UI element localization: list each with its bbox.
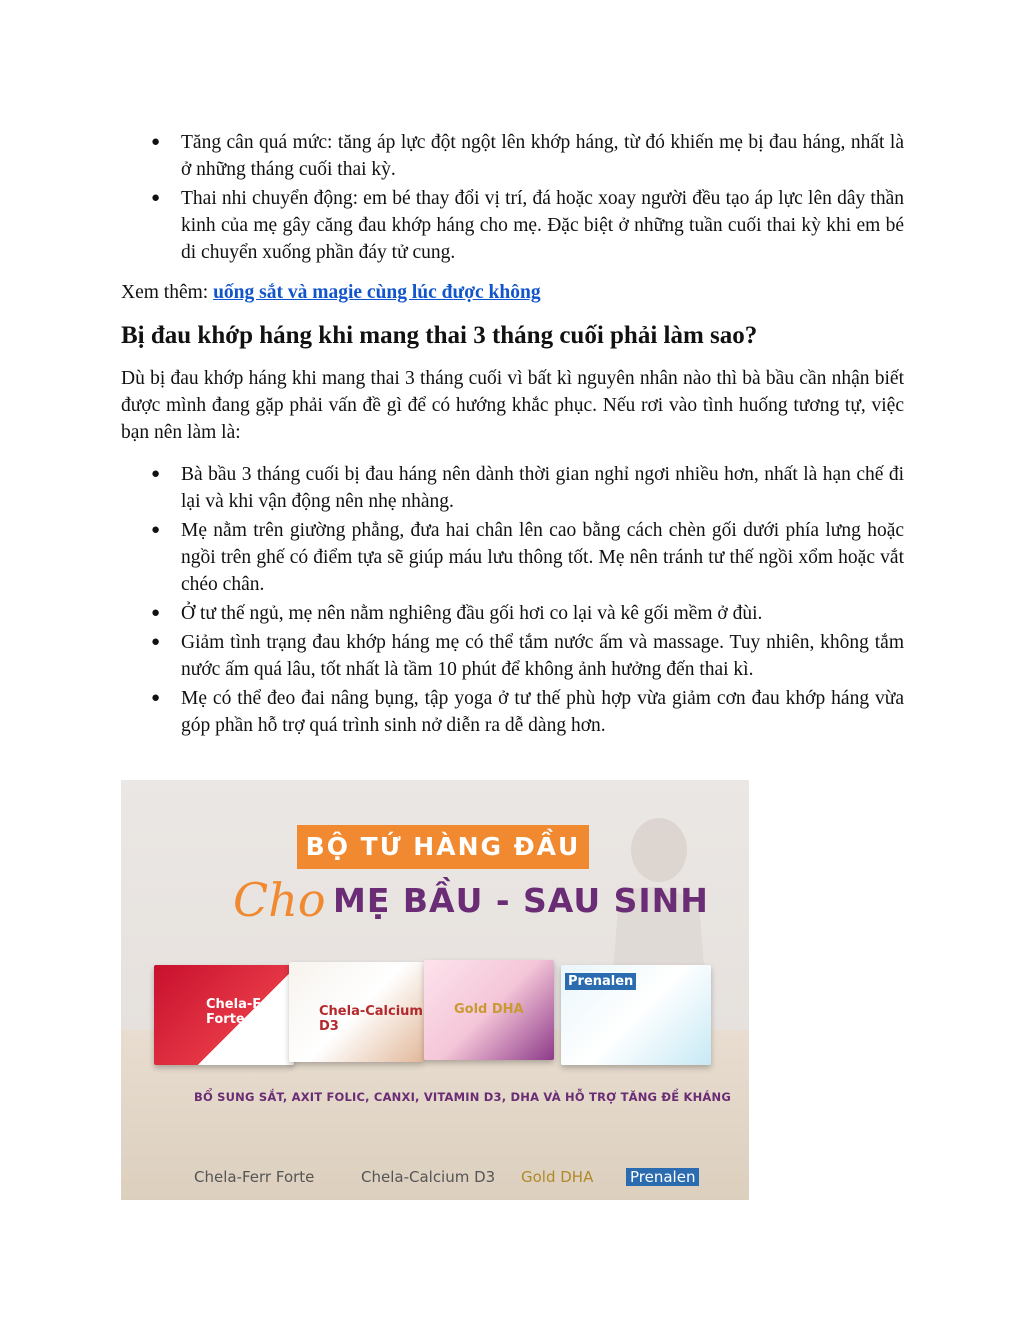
list-item (121, 461, 904, 515)
list-item (121, 517, 904, 598)
banner-headline-label: BỘ TỨ HÀNG ĐẦU (297, 825, 589, 869)
list-item (121, 629, 904, 683)
bullet-icon: ● (151, 190, 161, 206)
list-item-text: Mẹ nằm trên giường phẳng, đưa hai chân lên cao bằng cách chèn gối dưới phía lưng hoặc ngồi trên ghế có điểm tựa sẽ giúp máu lưu thông tốt. Mẹ nên tránh tư thế ngồi xổm hoặc vắt chéo chân. (181, 520, 904, 595)
brand-logo-gold-dha: Gold DHA (521, 1168, 594, 1186)
list-item-text: Bà bầu 3 tháng cuối bị đau háng nên dành thời gian nghỉ ngơi nhiều hơn, nhất là hạn chế đi lại và khi vận động nên nhẹ nhàng. (181, 464, 904, 512)
banner-cho-script: Cho (233, 873, 326, 927)
section-heading: Bị đau khớp háng khi mang thai 3 tháng cuối phải làm sao? (121, 322, 758, 349)
product-box-chela-ferr (154, 965, 294, 1065)
bullet-icon: ● (151, 134, 161, 150)
list-item-text: Thai nhi chuyển động: em bé thay đổi vị trí, đá hoặc xoay người đều tạo áp lực lên dây thần kinh của mẹ gây căng đau khớp háng cho mẹ. Đặc biệt ở những tuần cuối thai kỳ khi em bé di chuyển xuống phần đáy tử cung. (181, 188, 904, 263)
list-item (121, 600, 904, 627)
list-item (121, 129, 904, 183)
product-box-prenalen (561, 965, 711, 1065)
bullet-icon: ● (151, 466, 161, 482)
list-item (121, 685, 904, 739)
see-more-label: Xem thêm: (121, 282, 214, 303)
product-name: Gold DHA (454, 1002, 524, 1017)
product-name: Chela-Calcium D3 (319, 1004, 423, 1034)
see-more-link[interactable]: uống sắt và magie cùng lúc được không (213, 282, 541, 303)
list-item-text: Mẹ có thể đeo đai nâng bụng, tập yoga ở tư thế phù hợp vừa giảm cơn đau khớp háng vừa góp phần hỗ trợ quá trình sinh nở diễn ra dễ dàng hơn. (181, 688, 904, 736)
list-item-text: Ở tư thế ngủ, mẹ nên nằm nghiêng đầu gối hơi co lại và kê gối mềm ở đùi. (181, 603, 763, 624)
causes-list (121, 129, 904, 268)
bullet-icon: ● (151, 605, 161, 621)
bullet-icon: ● (151, 522, 161, 538)
brand-logo-chela-calcium: Chela-Calcium D3 (361, 1168, 496, 1186)
intro-paragraph: Dù bị đau khớp háng khi mang thai 3 tháng cuối vì bất kì nguyên nhân nào thì bà bầu cần nhận biết được mình đang gặp phải vấn đề gì để có hướng khắc phục. Nếu rơi vào tình huống tương tự, việc bạn nên làm là: (121, 368, 904, 443)
product-box-gold-dha (424, 960, 554, 1060)
banner-tagline: BỔ SUNG SẮT, AXIT FOLIC, CANXI, VITAMIN D3, DHA VÀ HỖ TRỢ TĂNG ĐỀ KHÁNG (194, 1090, 731, 1104)
brand-logo-chela-ferr: Chela-Ferr Forte (194, 1168, 315, 1186)
product-banner-image (121, 780, 749, 1200)
see-more-line (121, 279, 541, 306)
list-item (121, 185, 904, 266)
product-name: Prenalen (565, 973, 636, 990)
list-item-text: Tăng cân quá mức: tăng áp lực đột ngột lên khớp háng, từ đó khiến mẹ bị đau háng, nhất là ở những tháng cuối thai kỳ. (181, 132, 904, 180)
bullet-icon: ● (151, 690, 161, 706)
list-item-text: Giảm tình trạng đau khớp háng mẹ có thể tắm nước ấm và massage. Tuy nhiên, không tắm nước ấm quá lâu, tốt nhất là tầm 10 phút để không ảnh hưởng đến thai kì. (181, 632, 904, 680)
remedies-list (121, 461, 904, 741)
brand-logo-prenalen: Prenalen (626, 1168, 699, 1186)
banner-title: MẸ BẦU - SAU SINH (333, 881, 709, 920)
bullet-icon: ● (151, 634, 161, 650)
product-name: Chela-Ferr Forte (206, 997, 283, 1027)
product-box-chela-calcium (289, 962, 424, 1062)
